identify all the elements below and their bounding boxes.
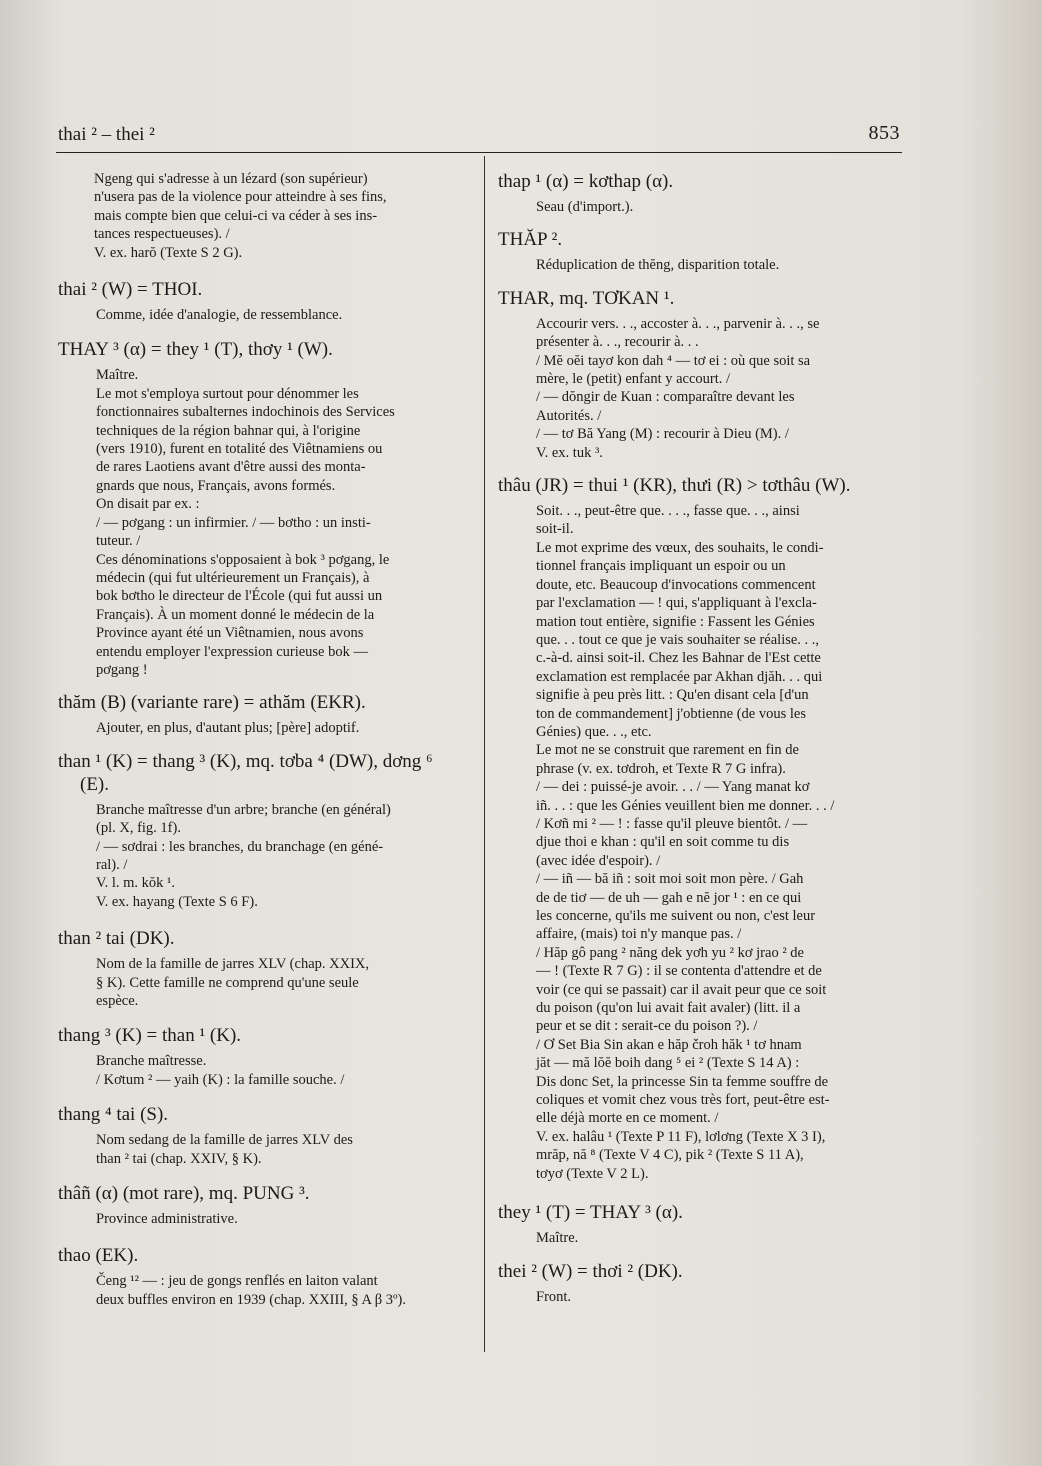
- page-header: [56, 120, 902, 153]
- definition-line: Comme, idée d'analogie, de ressemblance.: [96, 307, 343, 324]
- definition-line: Accourir vers. . ., accoster à. . ., parvenir à. . ., se: [536, 315, 820, 332]
- entry-thay3: [58, 338, 466, 679]
- definition-line: / — iñ — bă iñ : soit moi soit mon père. / Gah: [536, 871, 804, 888]
- definition-line: Nom sedang de la famille de jarres XLV des: [96, 1132, 353, 1149]
- definition: [498, 256, 902, 274]
- entry-lead: [58, 170, 466, 262]
- definition-line: (pl. X, fig. 1f).: [96, 820, 181, 837]
- definition-line: Maître.: [96, 367, 139, 384]
- definition-line: de rares Laotiens avant d'être aussi des monta-: [96, 459, 366, 476]
- definition-line: mais compte bien que celui-ci va céder à ses ins-: [94, 207, 378, 224]
- headword: than ¹ (K) = thang ³ (K), mq. tơba ⁴ (DW), dơng ⁶ (E).: [58, 750, 433, 795]
- definition-line: Maître.: [536, 1230, 579, 1247]
- definition: [58, 955, 466, 1010]
- definition-line: mation tout entière, signifie : Fassent les Génies: [536, 613, 815, 630]
- left-column: [58, 170, 466, 1309]
- entry-thai2: [58, 278, 466, 324]
- definition-line: V. ex. tuk ³.: [536, 444, 603, 461]
- headword: THAR, mq. TƠKAN ¹.: [498, 287, 675, 309]
- definition-line: / Hăp gô pang ² năng dek yơh yu ² kơ jrao ² de: [536, 944, 804, 961]
- definition-line: Province ayant été un Viêtnamien, nous avons: [96, 625, 364, 642]
- definition-line: tances respectueuses). /: [94, 226, 230, 243]
- definition-line: pơgang !: [96, 661, 148, 678]
- definition: [58, 719, 466, 737]
- definition-line: Ajouter, en plus, d'autant plus; [père] adoptif.: [96, 720, 360, 737]
- definition-line: / Kơñ mi ² — ! : fasse qu'il pleuve bientôt. / —: [536, 815, 808, 832]
- definition-line: peur et se dit : serait-ce du poison ?). /: [536, 1018, 758, 1035]
- definition-line: ral). /: [96, 856, 128, 873]
- definition-line: coliques et vomit chez vous très fort, peut-être est-: [536, 1092, 830, 1109]
- definition-line: affaire, (mais) toi n'y manque pas. /: [536, 926, 742, 943]
- definition-line: mère, le (petit) enfant y accourt. /: [536, 371, 731, 388]
- definition-line: entendu employer l'expression curieuse bok —: [96, 643, 368, 660]
- entry-thang3: [58, 1024, 466, 1089]
- headword: thang ³ (K) = than ¹ (K).: [58, 1025, 242, 1047]
- definition-line: espèce.: [96, 993, 139, 1009]
- definition-line: Ngeng qui s'adresse à un lézard (son supérieur): [94, 171, 368, 187]
- entry-thau: [498, 474, 902, 1183]
- definition-line: bok bơtho le directeur de l'École (qui fut aussi un: [96, 588, 383, 605]
- definition-line: médecin (qui fut ultérieurement un Français), à: [96, 569, 370, 586]
- definition-line: Réduplication de thĕng, disparition totale.: [536, 257, 780, 274]
- definition: [498, 315, 902, 462]
- headword: thang ⁴ tai (S).: [58, 1104, 169, 1126]
- definition-line: / — pơgang : un infirmier. / — bơtho : un insti-: [96, 514, 371, 531]
- definition-line: exclamation est remplacée par Akhan djăh. . . qui: [536, 668, 823, 685]
- definition-line: / — tơ Bă Yang (M) : recourir à Dieu (M). /: [536, 426, 789, 443]
- definition-line: c.-à-d. ainsi soit-il. Chez les Bahnar de l'Est cette: [536, 650, 821, 667]
- definition-line: par l'exclamation — ! qui, s'appliquant à l'excla-: [536, 595, 817, 612]
- entry-thap1: [498, 170, 902, 216]
- definition: [498, 198, 902, 216]
- definition-line: (avec idée d'espoir). /: [536, 852, 661, 869]
- definition-line: techniques de la région bahnar qui, à l'origine: [96, 422, 361, 439]
- headword: thap ¹ (α) = kơthap (α).: [498, 171, 674, 192]
- definition-line: V. ex. harŏ (Texte S 2 G).: [94, 244, 243, 261]
- definition-line: deux buffles environ en 1939 (chap. XXIII, § A β 3º).: [96, 1291, 406, 1308]
- definition-line: soit-il.: [536, 521, 574, 538]
- definition-line: Branche maîtresse d'un arbre; branche (en général): [96, 801, 391, 818]
- definition-line: / — dei : puissé-je avoir. . . / — Yang manat kơ: [536, 779, 810, 796]
- entry-than2: [58, 927, 466, 1010]
- definition-line: / Kơtum ² — yaih (K) : la famille souche. /: [96, 1071, 345, 1088]
- definition: [58, 1210, 466, 1228]
- definition-line: de de tiơ — de uh — gah e nĕ jor ¹ : en ce qui: [536, 889, 802, 906]
- definition-line: Nom de la famille de jarres XLV (chap. XXIX,: [96, 956, 370, 973]
- definition-line: fonctionnaires subalternes indochinois des Services: [96, 404, 395, 421]
- definition-line: / Mĕ oĕi tayơ kon dah ⁴ — tơ ei : où que soit sa: [536, 352, 811, 369]
- definition: [58, 1131, 466, 1168]
- definition-line: mrăp, nă ⁸ (Texte V 4 C), pik ² (Texte S 11 A),: [536, 1147, 804, 1164]
- headword: thei ² (W) = thơi ² (DK).: [498, 1260, 683, 1282]
- definition-line: Branche maîtresse.: [96, 1053, 207, 1070]
- definition-line: Le mot s'employa surtout pour dénommer les: [96, 385, 359, 402]
- definition-line: (vers 1910), furent en totalité des Viêtnamiens ou: [96, 441, 383, 458]
- definition-line: V. ex. hayang (Texte S 6 F).: [96, 893, 258, 910]
- definition-line: / Ơ Set Bia Sin akan e hăp čroh hăk ¹ tơ hnam: [536, 1036, 802, 1053]
- definition-line: Le mot exprime des vœux, des souhaits, le condi-: [536, 539, 824, 556]
- definition-line: V. l. m. kŏk ¹.: [96, 875, 176, 892]
- definition: [58, 1052, 466, 1089]
- definition: [58, 801, 466, 911]
- headword: THĂP ².: [498, 229, 563, 251]
- entry-thap2: [498, 228, 902, 274]
- definition-line: On disait par ex. :: [96, 496, 200, 513]
- definition-line: djue thoi e khan : qu'il en soit comme tu dis: [536, 834, 790, 851]
- definition-line: — ! (Texte R 7 G) : il se contenta d'attendre et de: [536, 963, 822, 980]
- definition-line: Autorités. /: [536, 407, 602, 424]
- headword: thai ² (W) = THOI.: [58, 279, 203, 301]
- definition-line: voir (ce qui se passait) car il avait peur que ce soit: [536, 981, 827, 998]
- definition-line: than ² tai (chap. XXIV, § K).: [96, 1150, 262, 1167]
- definition-line: / — sơdrai : les branches, du branchage (en géné-: [96, 838, 384, 855]
- definition: [58, 306, 466, 324]
- definition-line: tionnel français impliquant un espoir ou un: [536, 558, 786, 575]
- definition: [498, 502, 902, 1183]
- definition-line: Ces dénominations s'opposaient à bok ³ pơgang, le: [96, 551, 390, 568]
- definition-line: iñ. . . : que les Génies veuillent bien me donner. . . /: [536, 797, 835, 814]
- headword: thăm (B) (variante rare) = athăm (EKR).: [58, 692, 366, 714]
- definition-line: ton de commandement] j'obtienne (de vous les: [536, 705, 806, 722]
- definition-line: Seau (d'import.).: [536, 199, 634, 215]
- entry-thao: [58, 1244, 466, 1309]
- definition-line: tơyơ (Texte V 2 L).: [536, 1165, 649, 1182]
- running-head: thai ² – thei ²: [58, 124, 155, 145]
- definition: [498, 1229, 902, 1247]
- definition-line: signifie à peu près litt. : Qu'en disant cela [d'un: [536, 687, 809, 704]
- definition-line: phrase (v. ex. tơdroh, et Texte R 7 G infra).: [536, 760, 786, 777]
- headword: they ¹ (T) = THAY ³ (α).: [498, 1202, 683, 1224]
- entry-thei2: [498, 1260, 902, 1306]
- definition-line: du poison (qu'on lui avait fait avaler) (litt. il a: [536, 1000, 801, 1017]
- entry-tham: [58, 691, 466, 737]
- definition: [58, 170, 466, 262]
- definition-line: / — dŏngir de Kuan : comparaître devant les: [536, 389, 795, 406]
- definition-line: § K). Cette famille ne comprend qu'une seule: [96, 974, 359, 991]
- definition-line: Dis donc Set, la princesse Sin ta femme souffre de: [536, 1073, 829, 1090]
- right-column: [498, 170, 902, 1306]
- entry-than1: [58, 750, 466, 911]
- page-number: 853: [868, 122, 900, 144]
- entry-thanh: [58, 1182, 466, 1228]
- definition-line: Province administrative.: [96, 1211, 238, 1228]
- definition-line: n'usera pas de la violence pour atteindre à ses fins,: [94, 189, 387, 206]
- entry-thang4: [58, 1103, 466, 1168]
- definition-line: les concerne, qu'ils me suivent ou non, c'est leur: [536, 908, 816, 924]
- definition-line: Front.: [536, 1288, 572, 1305]
- headword: thao (EK).: [58, 1245, 139, 1267]
- definition-line: doute, etc. Beaucoup d'invocations commencent: [536, 576, 816, 593]
- column-divider: [484, 156, 485, 1352]
- definition-line: gnards que nous, Français, avons formés.: [96, 477, 336, 494]
- definition-line: présenter à. . ., recourir à. . .: [536, 334, 699, 351]
- definition-line: tuteur. /: [96, 533, 141, 550]
- headword: thâu (JR) = thui ¹ (KR), thưi (R) > tơthâu (W).: [498, 475, 851, 497]
- definition: [58, 1272, 466, 1309]
- definition-line: jăt — mă lŏĕ boih dang ⁵ ei ² (Texte S 14 A) :: [536, 1055, 800, 1072]
- headword: thâñ (α) (mot rare), mq. PUNG ³.: [58, 1183, 310, 1205]
- entry-they1: [498, 1201, 902, 1247]
- definition-line: Soit. . ., peut-être que. . . ., fasse que. . ., ainsi: [536, 503, 800, 520]
- definition-line: que. . . tout ce que je vais souhaiter se réalise. . .,: [536, 631, 820, 648]
- definition: [498, 1288, 902, 1306]
- definition-line: Le mot ne se construit que rarement en fin de: [536, 742, 799, 759]
- entry-thar: [498, 287, 902, 462]
- headword: than ² tai (DK).: [58, 928, 175, 950]
- definition-line: Français). À un moment donné le médecin de la: [96, 606, 375, 623]
- headword: THAY ³ (α) = they ¹ (T), thơy ¹ (W).: [58, 339, 333, 361]
- definition-line: Čeng ¹² — : jeu de gongs renflés en laiton valant: [96, 1273, 378, 1290]
- definition: [58, 366, 466, 679]
- definition-line: V. ex. halâu ¹ (Texte P 11 F), lơlơng (Texte X 3 I),: [536, 1128, 826, 1145]
- definition-line: Génies) que. . ., etc.: [536, 723, 652, 740]
- definition-line: elle déjà morte en ce moment. /: [536, 1110, 719, 1127]
